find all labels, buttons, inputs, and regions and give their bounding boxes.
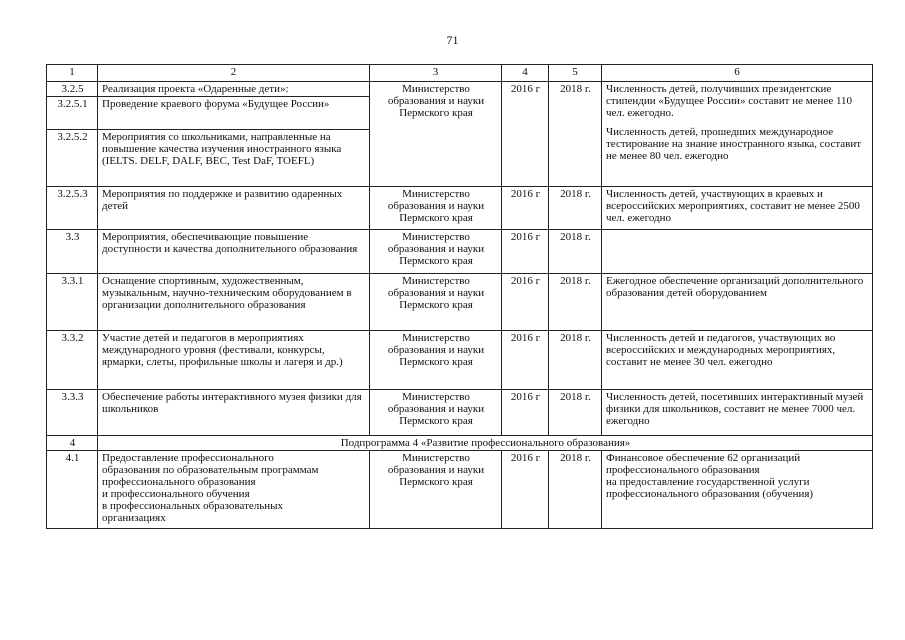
executor: Министерство образования и науки Пермского края [370, 451, 502, 529]
table-header-row [47, 65, 873, 82]
row-number: 3.2.5 [47, 82, 98, 97]
row-number: 3.3.2 [47, 331, 98, 390]
end-year: 2018 г. [549, 82, 602, 187]
start-year: 2016 г [502, 187, 549, 230]
table-row [47, 390, 873, 436]
start-year: 2016 г [502, 390, 549, 436]
activity-name: Мероприятия, обеспечивающие повышение доступности и качества дополнительного образования [98, 230, 370, 274]
result-line: Финансовое обеспечение 62 организаций [606, 452, 801, 464]
subprogram-row [47, 436, 873, 451]
activity-name: Реализация проекта «Одаренные дети»: [98, 82, 370, 97]
table-row [47, 82, 873, 97]
row-number: 3.2.5.3 [47, 187, 98, 230]
row-number: 4.1 [47, 451, 98, 529]
table-row [47, 451, 873, 529]
column-header: 6 [602, 65, 873, 82]
column-header: 4 [502, 65, 549, 82]
start-year: 2016 г [502, 451, 549, 529]
column-header: 1 [47, 65, 98, 82]
end-year: 2018 г. [549, 331, 602, 390]
activity-name-line: Предоставление профессионального [102, 452, 274, 464]
expected-result: Численность детей, участвующих в краевых и всероссийских мероприятиях, составит не менее 2500 чел. ежегодно [602, 187, 873, 230]
expected-result: Численность детей и педагогов, участвующих во всероссийских и международных мероприятиях, составит не менее 30 чел. ежегодно [602, 331, 873, 390]
start-year: 2016 г [502, 230, 549, 274]
executor: Министерство образования и науки Пермского края [370, 331, 502, 390]
activity-name-line: профессионального образования [102, 476, 256, 488]
column-header: 3 [370, 65, 502, 82]
table-row [47, 331, 873, 390]
activity-name [98, 451, 370, 529]
row-number: 3.2.5.1 [47, 97, 98, 130]
result-text: Численность детей, прошедших международное тестирование на знание иностранного языка, составит не менее 80 чел. ежегодно [606, 126, 862, 162]
program-activities-table [46, 64, 873, 529]
executor: Министерство образования и науки Пермского края [370, 390, 502, 436]
start-year: 2016 г [502, 82, 549, 187]
row-number: 4 [47, 436, 98, 451]
executor: Министерство образования и науки Пермского края [370, 230, 502, 274]
expected-result [602, 230, 873, 274]
row-number: 3.2.5.2 [47, 130, 98, 187]
page-number: 71 [446, 33, 459, 47]
activity-name-line: в профессиональных образовательных [102, 500, 284, 512]
activity-name: Обеспечение работы интерактивного музея физики для школьников [98, 390, 370, 436]
end-year: 2018 г. [549, 230, 602, 274]
activity-name-line: и профессионального обучения [102, 488, 250, 500]
result-line: профессионального образования (обучения) [606, 488, 814, 500]
activity-name-line: образования по образовательным программам [102, 464, 319, 476]
result-line: на предоставление государственной услуги [606, 476, 810, 488]
end-year: 2018 г. [549, 274, 602, 331]
end-year: 2018 г. [549, 187, 602, 230]
executor: Министерство образования и науки Пермского края [370, 274, 502, 331]
end-year: 2018 г. [549, 451, 602, 529]
row-number: 3.3 [47, 230, 98, 274]
activity-name-line: организациях [102, 512, 166, 524]
activity-name: Проведение краевого форума «Будущее России» [98, 97, 370, 130]
start-year: 2016 г [502, 331, 549, 390]
table-row [47, 230, 873, 274]
expected-result: Ежегодное обеспечение организаций дополнительного образования детей оборудованием [602, 274, 873, 331]
row-number: 3.3.3 [47, 390, 98, 436]
executor: Министерство образования и науки Пермского края [370, 82, 502, 187]
column-header: 2 [98, 65, 370, 82]
activity-name: Мероприятия по поддержке и развитию одаренных детей [98, 187, 370, 230]
end-year: 2018 г. [549, 390, 602, 436]
executor: Министерство образования и науки Пермского края [370, 187, 502, 230]
activity-name: Мероприятия со школьниками, направленные на повышение качества изучения иностранного языка (IELTS. DELF, DALF, BEC, Test DaF, TOEFL) [98, 130, 370, 187]
expected-result: Численность детей, посетивших интерактивный музей физики для школьников, составит не менее 7000 чел. ежегодно [602, 390, 873, 436]
start-year: 2016 г [502, 274, 549, 331]
activity-name: Участие детей и педагогов в мероприятиях международного уровня (фестивали, конкурсы, ярмарки, слеты, профильные школы и лагеря и др.) [98, 331, 370, 390]
activity-name: Оснащение спортивным, художественным, музыкальным, научно-техническим оборудованием в организации дополнительного образования [98, 274, 370, 331]
subprogram-title: Подпрограмма 4 «Развитие профессионального образования» [98, 436, 873, 451]
expected-result [602, 82, 873, 187]
row-number: 3.3.1 [47, 274, 98, 331]
table-row [47, 187, 873, 230]
result-text: Численность детей, получивших президентские стипендии «Будущее России» составит не менее 110 чел. ежегодно. [606, 83, 853, 119]
expected-result [602, 451, 873, 529]
table-row [47, 274, 873, 331]
result-line: профессионального образования [606, 464, 760, 476]
column-header: 5 [549, 65, 602, 82]
